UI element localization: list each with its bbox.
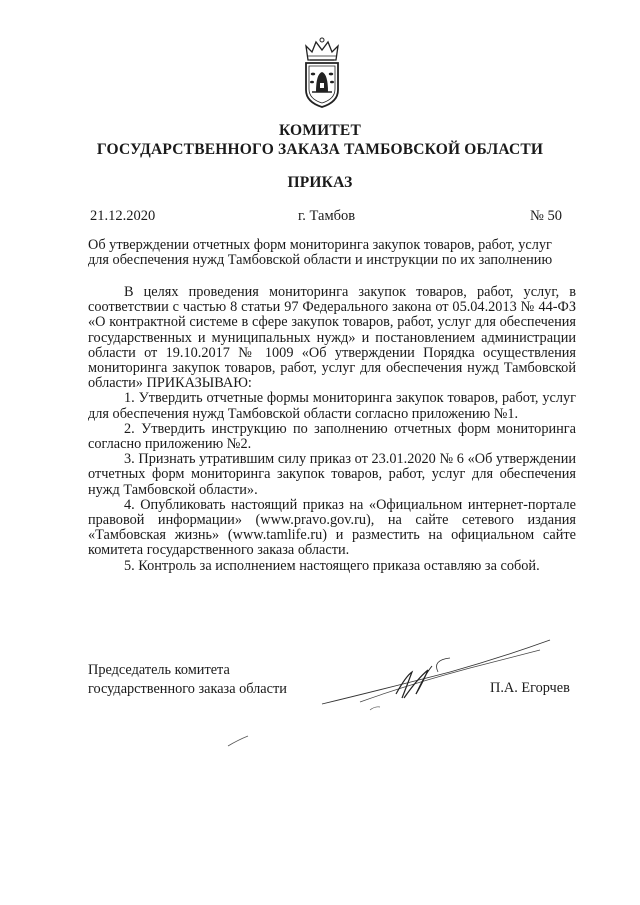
order-body (88, 285, 576, 574)
coat-of-arms-emblem (298, 36, 346, 110)
item-5-paragraph: 5. Контроль за исполнением настоящего приказа оставляю за собой. (124, 557, 540, 574)
item-4-paragraph: 4. Опубликовать настоящий приказ на «Официальном интернет-портале правовой информации» (www.pravo.gov.ru), на сайте сетевого издания «Тамбовская жизнь» (www.tamlife.ru) и разместить на официальном сайте комитета государственного заказа области. (88, 496, 576, 559)
org-name-line1: КОМИТЕТ (278, 122, 361, 139)
signatory-title (88, 661, 287, 699)
item-2-paragraph: 2. Утвердить инструкцию по заполнению отчетных форм мониторинга согласно приложению №2. (88, 420, 576, 453)
org-name-line2: ГОСУДАРСТВЕННОГО ЗАКАЗА ТАМБОВСКОЙ ОБЛАСТИ (96, 141, 544, 158)
signatory-title-line1: Председатель комитета (88, 662, 230, 678)
item-1-paragraph: 1. Утвердить отчетные формы мониторинга закупок товаров, работ, услуг для обеспечения нужд Тамбовской области согласно приложению №1. (88, 390, 576, 422)
signatory-name: П.А. Егорчев (490, 680, 570, 696)
signatory-title-line2: государственного заказа области (88, 681, 287, 697)
item-3-paragraph: 3. Признать утратившим силу приказ от 23.01.2020 № 6 «Об утверждении отчетных форм мониторинга закупок товаров, работ, услуг для обеспечения нужд Тамбовской области». (88, 451, 576, 498)
order-date: 21.12.2020 (90, 208, 156, 224)
preamble-paragraph: В целях проведения мониторинга закупок товаров, работ, услуг, в соответствии с частью 8 статьи 97 Федерального закона от 05.04.2013 № 44-ФЗ «О контрактной системе в сфере закупок товаров, работ, услуг для обеспечения государственных и муниципальных нужд» и постановлением администрации области от 19.10.2017 № 1009 «Об утверждении Порядка осуществления мониторинга закупок товаров, работ, услуг для обеспечения нужд Тамбовской области» ПРИКАЗЫВАЮ: (88, 284, 576, 392)
document-type: ПРИКАЗ (287, 174, 353, 191)
pen-mark (226, 734, 250, 748)
order-city: г. Тамбов (298, 208, 356, 224)
handwritten-signature (300, 632, 560, 772)
order-number: № 50 (530, 208, 562, 224)
order-subject: Об утверждении отчетных форм мониторинга закупок товаров, работ, услуг для обеспечения нужд Тамбовской области и инструкции по их заполнению (88, 237, 553, 268)
